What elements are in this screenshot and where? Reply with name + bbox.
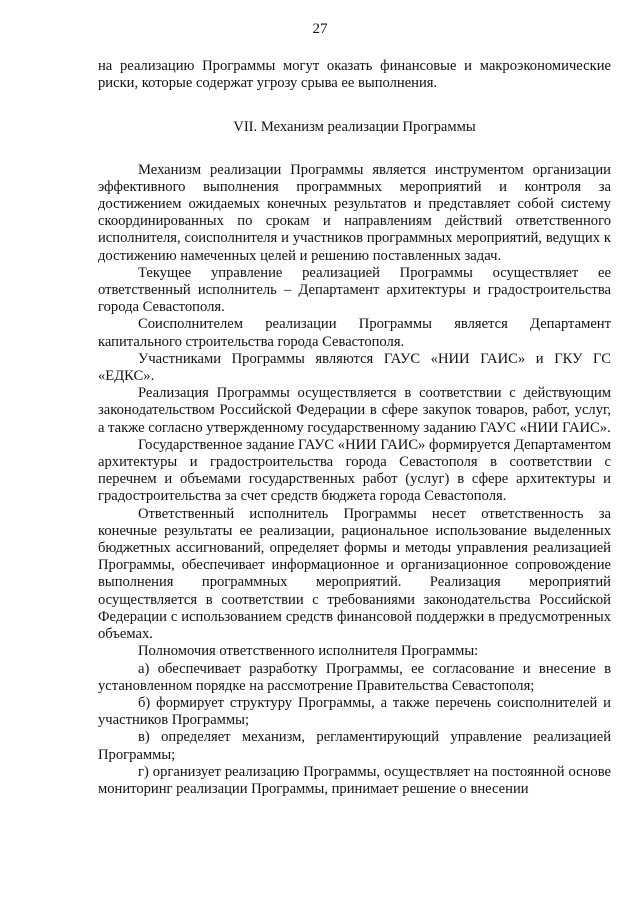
paragraph: Полномочия ответственного исполнителя Программы:: [138, 643, 479, 660]
paragraph: Реализация Программы осуществляется в соответствии с действующим законодательством Российской Федерации в сфере закупок товаров, работ, услуг, а также согласно утвержденному государственному заданию ГАУС «НИИ ГАИС».: [98, 385, 611, 436]
list-item: в) определяет механизм, регламентирующий управление реализацией Программы;: [98, 729, 611, 763]
page-number: 27: [312, 21, 328, 37]
paragraph: Ответственный исполнитель Программы несет ответственность за конечные результаты ее реализации, рациональное использование выделенных бюджетных ассигнований, определяет формы и методы управления реализацией Программы, обеспечивает информационное и организационное сопровождение выполнения программных мероприятий. Реализация мероприятий осуществляется в соответствии с требованиями законодательства Российской Федерации с использованием средств финансовой поддержки в предусмотренных объемах.: [98, 505, 611, 643]
paragraph: Текущее управление реализацией Программы осуществляет ее ответственный исполнитель – Департамент архитектуры и градостроительства города Севастополя.: [98, 264, 611, 316]
paragraph: Механизм реализации Программы является инструментом организации эффективного выполнения программных мероприятий и контроля за достижением ожидаемых конечных результатов и представляет собой систему скоординированных по срокам и направлениям действий ответственного исполнителя, соисполнителя и участников программных мероприятий, ведущих к достижению намеченных целей и решению поставленных задач.: [98, 161, 611, 264]
paragraph: Государственное задание ГАУС «НИИ ГАИС» формируется Департаментом архитектуры и градостроительства города Севастополя в соответствии с перечнем и объемами государственных работ (услуг) в сфере архитектуры и градостроительства за счет средств бюджета города Севастополя.: [98, 436, 611, 505]
document-body: [98, 58, 611, 798]
section-heading: VII. Механизм реализации Программы: [233, 119, 476, 136]
list-item: б) формирует структуру Программы, а также перечень соисполнителей и участников Программы;: [98, 694, 611, 729]
list-item: а) обеспечивает разработку Программы, ее согласование и внесение в установленном порядке на рассмотрение Правительства Севастополя;: [98, 660, 611, 694]
list-item: г) организует реализацию Программы, осуществляет на постоянной основе мониторинг реализации Программы, принимает решение о внесении: [98, 763, 611, 797]
paragraph: Соисполнителем реализации Программы является Департамент капитального строительства города Севастополя.: [98, 316, 611, 350]
continuation-paragraph: на реализацию Программы могут оказать финансовые и макроэкономические риски, которые содержат угрозу срыва ее выполнения.: [98, 58, 611, 92]
paragraph: Участниками Программы являются ГАУС «НИИ ГАИС» и ГКУ ГС «ЕДКС».: [98, 350, 611, 385]
